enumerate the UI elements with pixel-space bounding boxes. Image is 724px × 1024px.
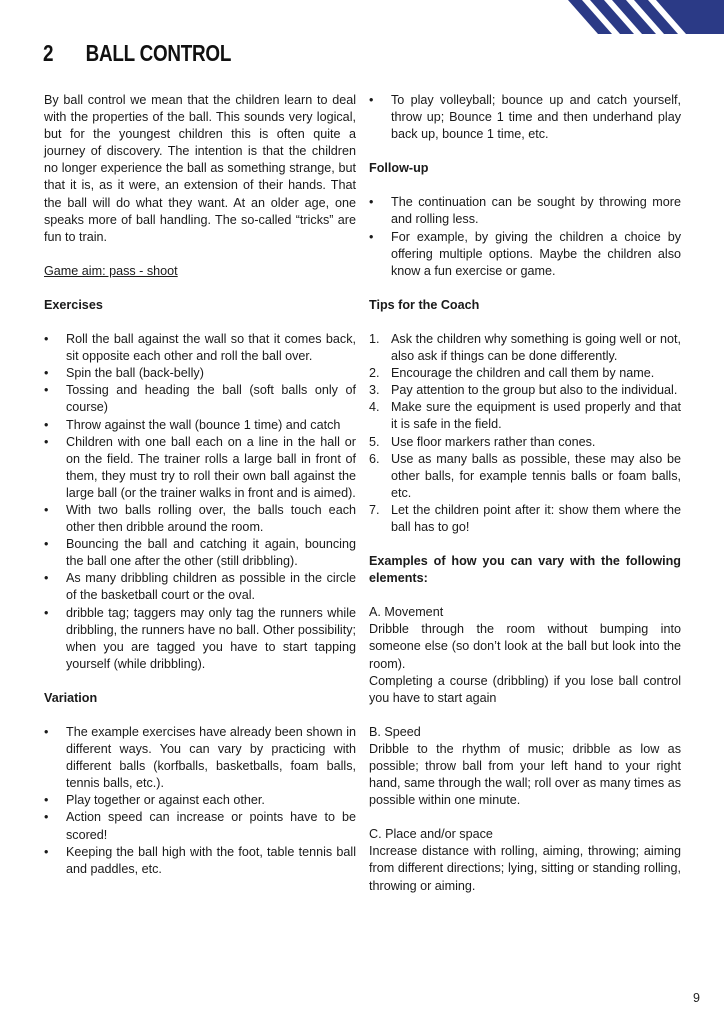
list-item: • The example exercises have already been shown in different ways. You can vary by practicing with different balls (korfballs, basketballs, foam balls, tennis balls, etc.). <box>44 725 356 791</box>
list-item: • Children with one ball each on a line in the hall or on the field. The trainer rolls a large ball in front of them, they must try to roll their own ball against the large ball (or the trainer walks in front and is aimed). <box>44 434 356 500</box>
list-item: • With two balls rolling over, the balls touch each other then dribble around the room. <box>44 502 356 535</box>
list-item: • Roll the ball against the wall so that it comes back, sit opposite each other and roll the ball over. <box>44 332 356 364</box>
list-item: • Keeping the ball high with the foot, table tennis ball and paddles, etc. <box>44 844 356 876</box>
bullet-icon: • <box>44 332 49 347</box>
variation-list <box>44 724 356 878</box>
bullet-icon: • <box>369 195 374 210</box>
list-item: 1. Ask the children why something is going well or not, also ask if things can be done differently. <box>369 331 681 364</box>
list-item: 7. Let the children point after it: show them where the ball has to go! <box>369 502 681 534</box>
follow-up-heading: Follow-up <box>369 161 429 176</box>
list-item: 6. Use as many balls as possible, these may also be other balls, for example tennis balls or foam balls, etc. <box>369 451 681 500</box>
bullet-icon: • <box>44 605 49 620</box>
bullet-icon: • <box>44 571 49 586</box>
variation-list-continued <box>369 92 681 143</box>
intro-paragraph: By ball control we mean that the children learn to deal with the properties of the ball. This sounds very logical, but for the youngest children this is often quite a journey of discovery. The intention is that the children no longer experience the ball as something strange, but that it is, as it were, an extension of their hands. That the ball will do what they want. At an older age, one speaks more of ball handling. The so-called “tricks” are fun to train. <box>44 93 356 244</box>
variation-heading: Variation <box>44 690 98 705</box>
list-item: 2. Encourage the children and call them by name. <box>369 366 655 381</box>
bullet-icon: • <box>44 793 49 808</box>
list-item: 4. Make sure the equipment is used properly and that it is safe in the field. <box>369 400 681 432</box>
tips-heading: Tips for the Coach <box>369 297 480 312</box>
chapter-number: 2 <box>43 40 54 66</box>
examples-heading: Examples of how you can vary with the following elements: <box>369 554 681 586</box>
bullet-icon: • <box>44 537 49 552</box>
list-item: • dribble tag; taggers may only tag the runners while dribbling, the runners have no ball. Other possibility; when you are tagged you have to start tapping yourself (while dribbling). <box>44 605 356 671</box>
movement-text: Completing a course (dribbling) if you lose ball control you have to start again <box>369 673 681 705</box>
bullet-icon: • <box>44 366 49 381</box>
game-aim: Game aim: pass - shoot <box>44 263 178 278</box>
list-item: 3. Pay attention to the group but also to the individual. <box>369 383 678 398</box>
exercises-list <box>44 331 356 673</box>
place-text: Increase distance with rolling, aiming, throwing; aiming from different directions; lying, sitting or standing rolling, throwing or aiming. <box>369 844 681 893</box>
chapter-title: BALL CONTROL <box>85 40 232 66</box>
bullet-icon: • <box>44 434 49 449</box>
list-item: • Play together or against each other. <box>44 792 356 809</box>
right-column <box>369 92 681 895</box>
list-item: • To play volleyball; bounce up and catch yourself, throw up; Bounce 1 time and then underhand play back up, bounce 1 time, etc. <box>369 93 681 142</box>
bullet-icon: • <box>44 417 49 432</box>
bullet-icon: • <box>369 229 374 244</box>
list-item: • Tossing and heading the ball (soft balls only of course) <box>44 383 356 415</box>
bullet-icon: • <box>369 93 374 107</box>
list-item: • Spin the ball (back-belly) <box>44 365 356 382</box>
page-number: 9 <box>693 991 700 1005</box>
movement-text: Dribble through the room without bumping into someone else (so don’t look at the ball but look into the room). <box>369 622 681 671</box>
list-item: • As many dribbling children as possible in the circle of the basketball court or the oval. <box>44 571 356 603</box>
list-item: • Action speed can increase or points have to be scored! <box>44 810 356 842</box>
list-item: 5. Use floor markers rather than cones. <box>369 434 596 449</box>
list-item: • For example, by giving the children a choice by offering multiple options. Maybe the children also know a fun exercise or game. <box>369 229 681 278</box>
bullet-icon: • <box>44 844 49 859</box>
tips-list <box>369 331 681 536</box>
list-item: • The continuation can be sought by throwing more and rolling less. <box>369 195 681 227</box>
bullet-icon: • <box>44 725 49 739</box>
corner-stripes-decoration <box>554 0 724 34</box>
chapter-heading <box>43 40 231 67</box>
place-heading: C. Place and/or space <box>369 827 493 842</box>
list-item: • Bouncing the ball and catching it again, bouncing the ball one after the other (still dribbling). <box>44 537 356 569</box>
exercises-heading: Exercises <box>44 297 103 312</box>
bullet-icon: • <box>44 810 49 825</box>
left-column <box>44 92 356 878</box>
list-item: • Throw against the wall (bounce 1 time) and catch <box>44 417 356 434</box>
speed-heading: B. Speed <box>369 724 421 739</box>
bullet-icon: • <box>44 383 49 398</box>
movement-heading: A. Movement <box>369 605 444 620</box>
bullet-icon: • <box>44 502 49 517</box>
speed-text: Dribble to the rhythm of music; dribble as low as possible; throw ball from your left hand to your right hand, same through the wall; roll over as many times as possible within one minute. <box>369 741 681 808</box>
follow-up-list <box>369 194 681 279</box>
